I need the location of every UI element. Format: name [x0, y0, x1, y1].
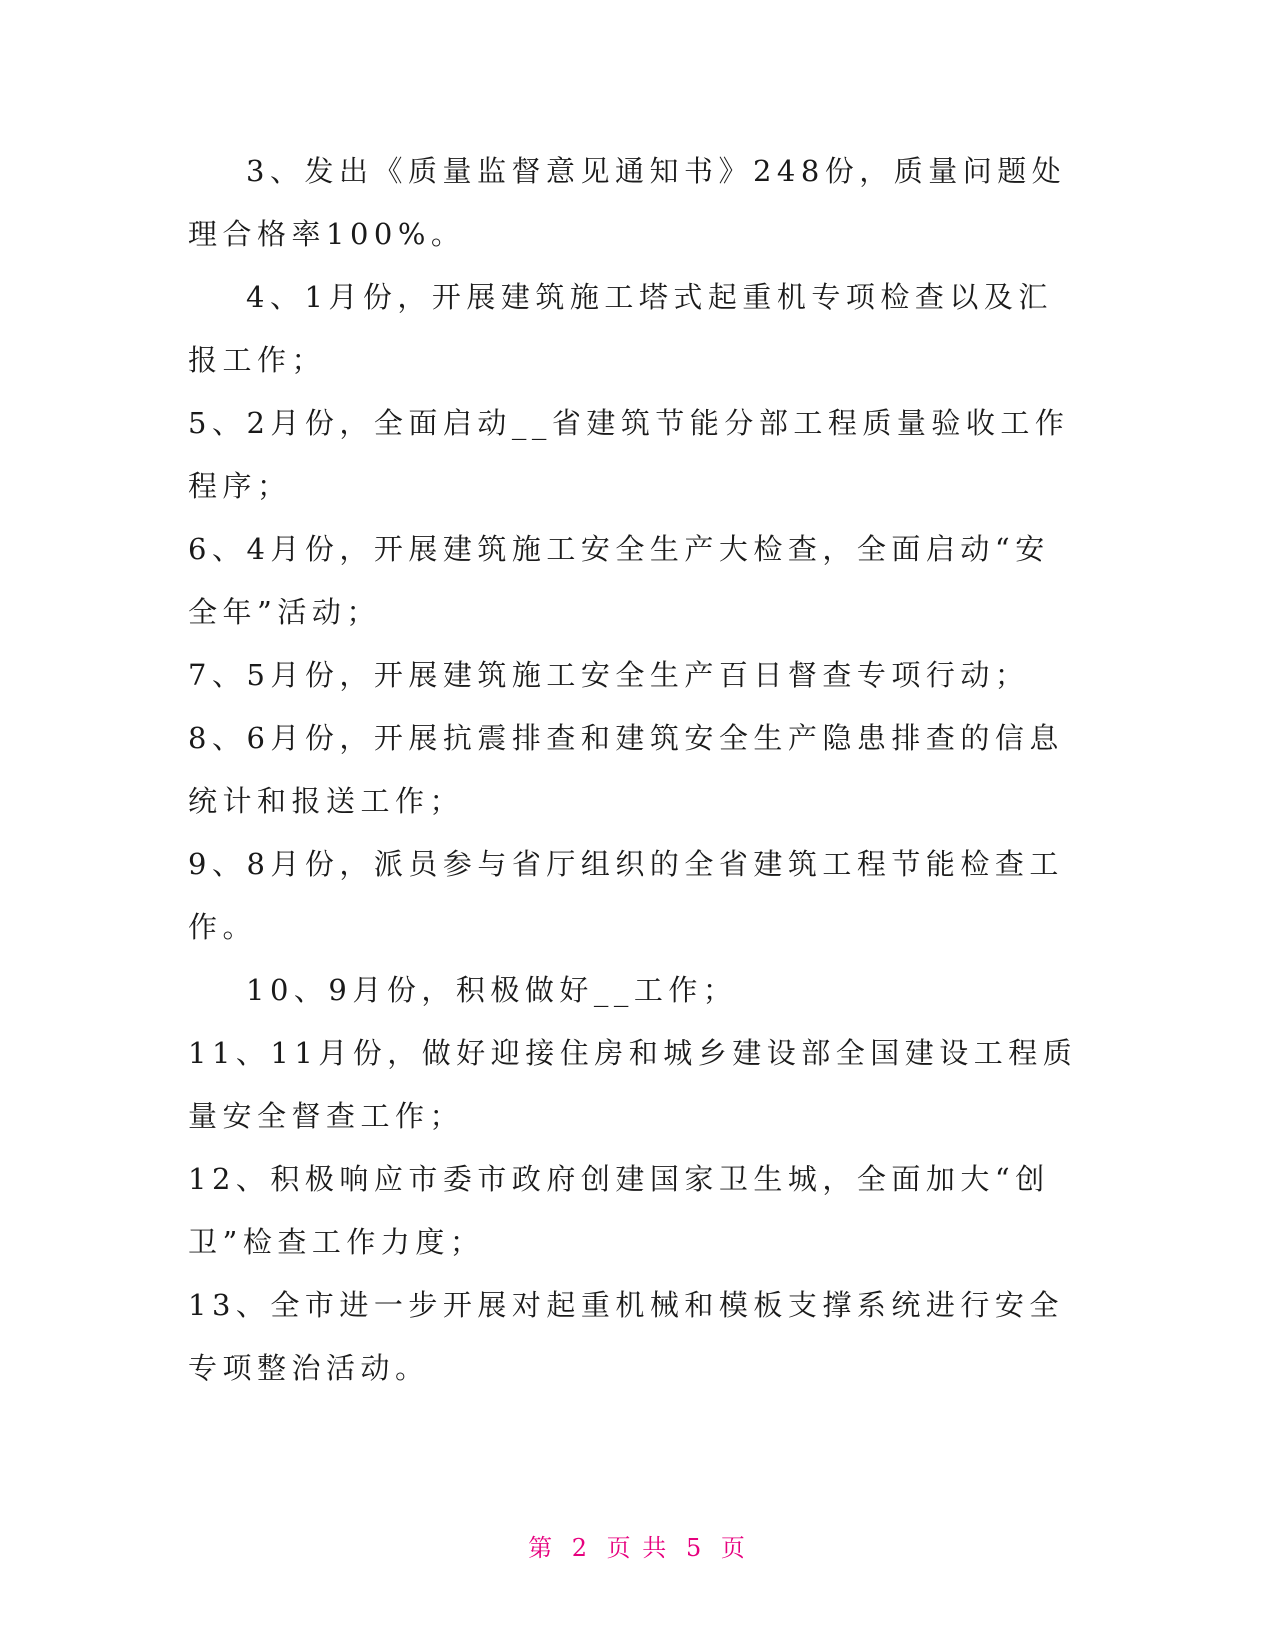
paragraph-item-13: 13、全市进一步开展对起重机械和模板支撑系统进行安全专项整治活动。: [188, 1288, 1064, 1385]
page-footer: [0, 1528, 1275, 1563]
footer-middle: 页 共: [606, 1534, 669, 1562]
document-body: [188, 140, 1078, 1400]
paragraph-item-4: 4、1月份，开展建筑施工塔式起重机专项检查以及汇报工作；: [188, 280, 1053, 377]
footer-total-pages: 5: [685, 1534, 704, 1562]
paragraph-item-7: 7、5月份，开展建筑施工安全生产百日督查专项行动；: [188, 658, 1030, 692]
footer-prefix: 第: [528, 1534, 555, 1562]
footer-suffix: 页: [720, 1534, 747, 1562]
paragraph-item-8: 8、6月份，开展抗震排查和建筑安全生产隐患排查的信息统计和报送工作；: [188, 721, 1064, 818]
footer-current-page: 2: [571, 1534, 590, 1562]
paragraph-item-10: 10、9月份，积极做好__工作；: [246, 973, 738, 1007]
paragraph-item-3: 3、发出《质量监督意见通知书》248份，质量问题处理合格率100%。: [188, 154, 1067, 251]
paragraph-item-11: 11、11月份，做好迎接住房和城乡建设部全国建设工程质量安全督查工作；: [188, 1036, 1078, 1133]
paragraph-item-12: 12、积极响应市委市政府创建国家卫生城，全面加大“创卫”检查工作力度；: [188, 1162, 1050, 1259]
paragraph-item-9: 9、8月份，派员参与省厅组织的全省建筑工程节能检查工作。: [188, 847, 1064, 944]
paragraph-item-5: 5、2月份，全面启动__省建筑节能分部工程质量验收工作程序；: [188, 406, 1070, 503]
paragraph-item-6: 6、4月份，开展建筑施工安全生产大检查，全面启动“安全年”活动；: [188, 532, 1050, 629]
